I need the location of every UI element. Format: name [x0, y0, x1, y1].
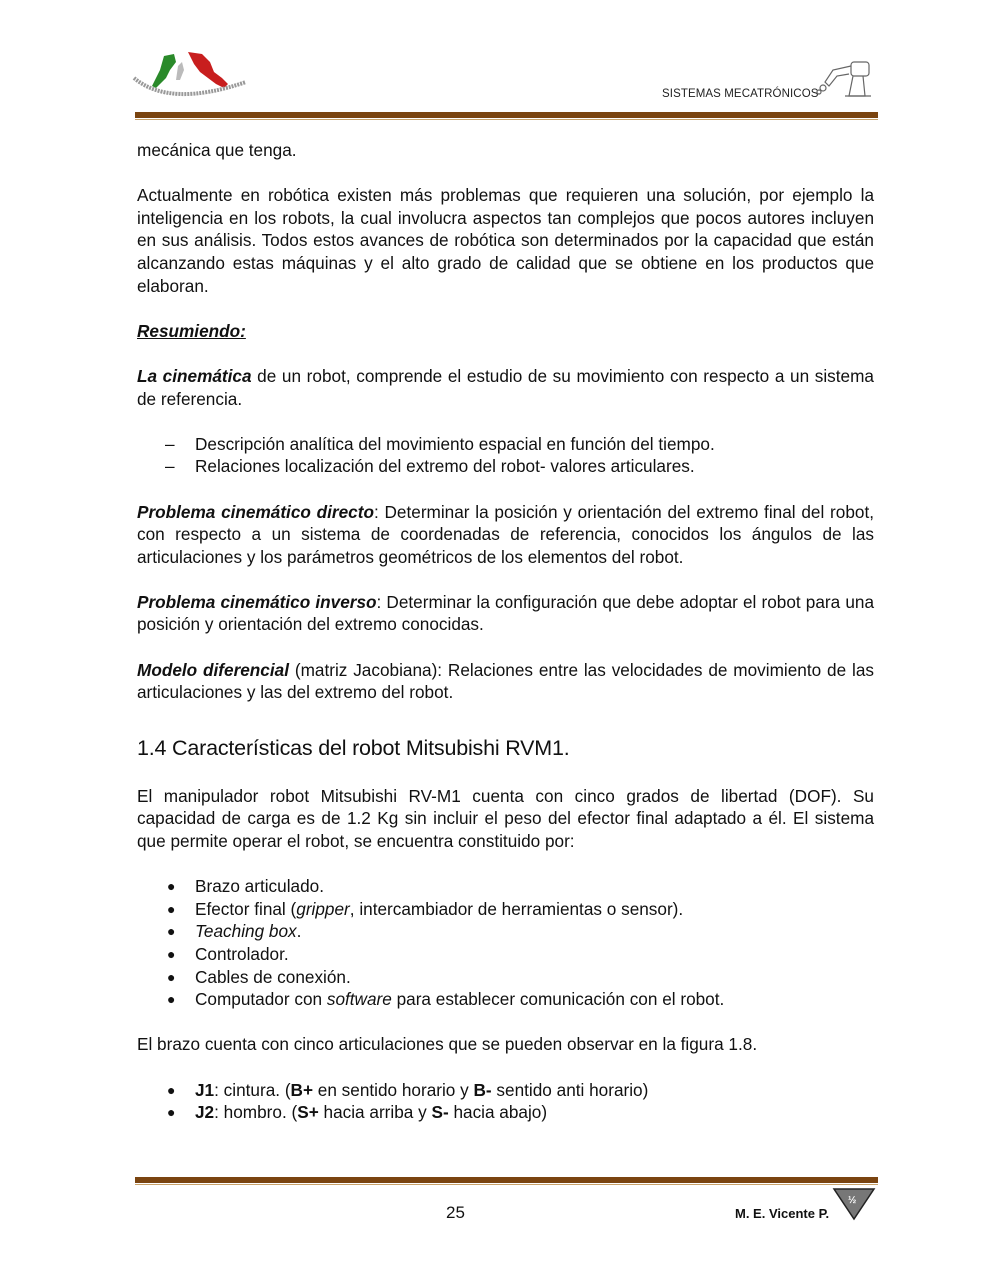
components-list	[137, 875, 874, 1011]
list-item: ● Brazo articulado.	[167, 876, 324, 897]
page-number: 25	[446, 1203, 465, 1222]
summary-heading: Resumiendo:	[137, 320, 246, 341]
robot-arm-icon	[815, 56, 881, 102]
document-body	[137, 139, 874, 1124]
kinematics-list	[137, 433, 874, 478]
footer-rule	[135, 1177, 878, 1185]
list-item: ● Efector final (gripper, intercambiador de herramientas o sensor).	[167, 898, 684, 919]
inverse-kinematics-definition: Problema cinemático inverso: Determinar la configuración que debe adoptar el robot para una posición y orientación del extremo conocidas.	[137, 591, 874, 635]
footer-logo-icon	[832, 1187, 876, 1221]
institute-logo	[130, 48, 250, 110]
author: M. E. Vicente P.	[735, 1206, 830, 1221]
list-item: ● Computador con software para establecer comunicación con el robot.	[167, 989, 725, 1010]
paragraph: El brazo cuenta con cinco articulaciones que se pueden observar en la figura 1.8.	[137, 1034, 758, 1055]
paragraph: Actualmente en robótica existen más problemas que requieren una solución, por ejemplo la inteligencia en los robots, la cual involucra aspectos tan complejos que pocos autores incluyen en sus análisis. Todos estos avances de robótica son determinados por la capacidad que están alcanzando estas máquinas y el alto grado de calidad que se obtiene en los productos que elaboran.	[137, 185, 874, 296]
list-item: ● J1: cintura. (B+ en sentido horario y B- sentido anti horario)	[167, 1079, 649, 1100]
list-item: – Descripción analítica del movimiento espacial en función del tiempo.	[165, 433, 715, 454]
svg-text:½: ½	[848, 1195, 857, 1206]
section-heading: 1.4 Características del robot Mitsubishi RVM1.	[137, 735, 570, 760]
header-rule	[135, 112, 878, 120]
direct-kinematics-definition: Problema cinemático directo: Determinar la posición y orientación del extremo final del robot, con respecto a un sistema de coordenadas de referencia, conocidos los ángulos de las articulaciones y los parámetros geométricos de los elementos del robot.	[137, 501, 875, 567]
paragraph: mecánica que tenga.	[137, 140, 297, 160]
list-item: – Relaciones localización del extremo del robot- valores articulares.	[165, 456, 695, 477]
list-item: ● Teaching box.	[167, 921, 302, 942]
paragraph: El manipulador robot Mitsubishi RV-M1 cuenta con cinco grados de libertad (DOF). Su capacidad de carga es de 1.2 Kg sin incluir el peso del efector final adaptado a él. El sistema que permite operar el robot, se encuentra constituido por:	[137, 785, 874, 852]
list-item: ● J2: hombro. (S+ hacia arriba y S- hacia abajo)	[167, 1102, 548, 1123]
differential-model-definition: Modelo diferencial (matriz Jacobiana): Relaciones entre las velocidades de movimiento de las articulaciones y las del extremo del robot.	[137, 659, 874, 703]
joints-list	[137, 1079, 874, 1124]
list-item: ● Cables de conexión.	[167, 966, 351, 987]
kinematics-definition: La cinemática de un robot, comprende el estudio de su movimiento con respecto a un sistema de referencia.	[137, 365, 874, 409]
list-item: ● Controlador.	[167, 944, 289, 964]
header-title: SISTEMAS MECATRÓNICOS	[662, 88, 819, 100]
